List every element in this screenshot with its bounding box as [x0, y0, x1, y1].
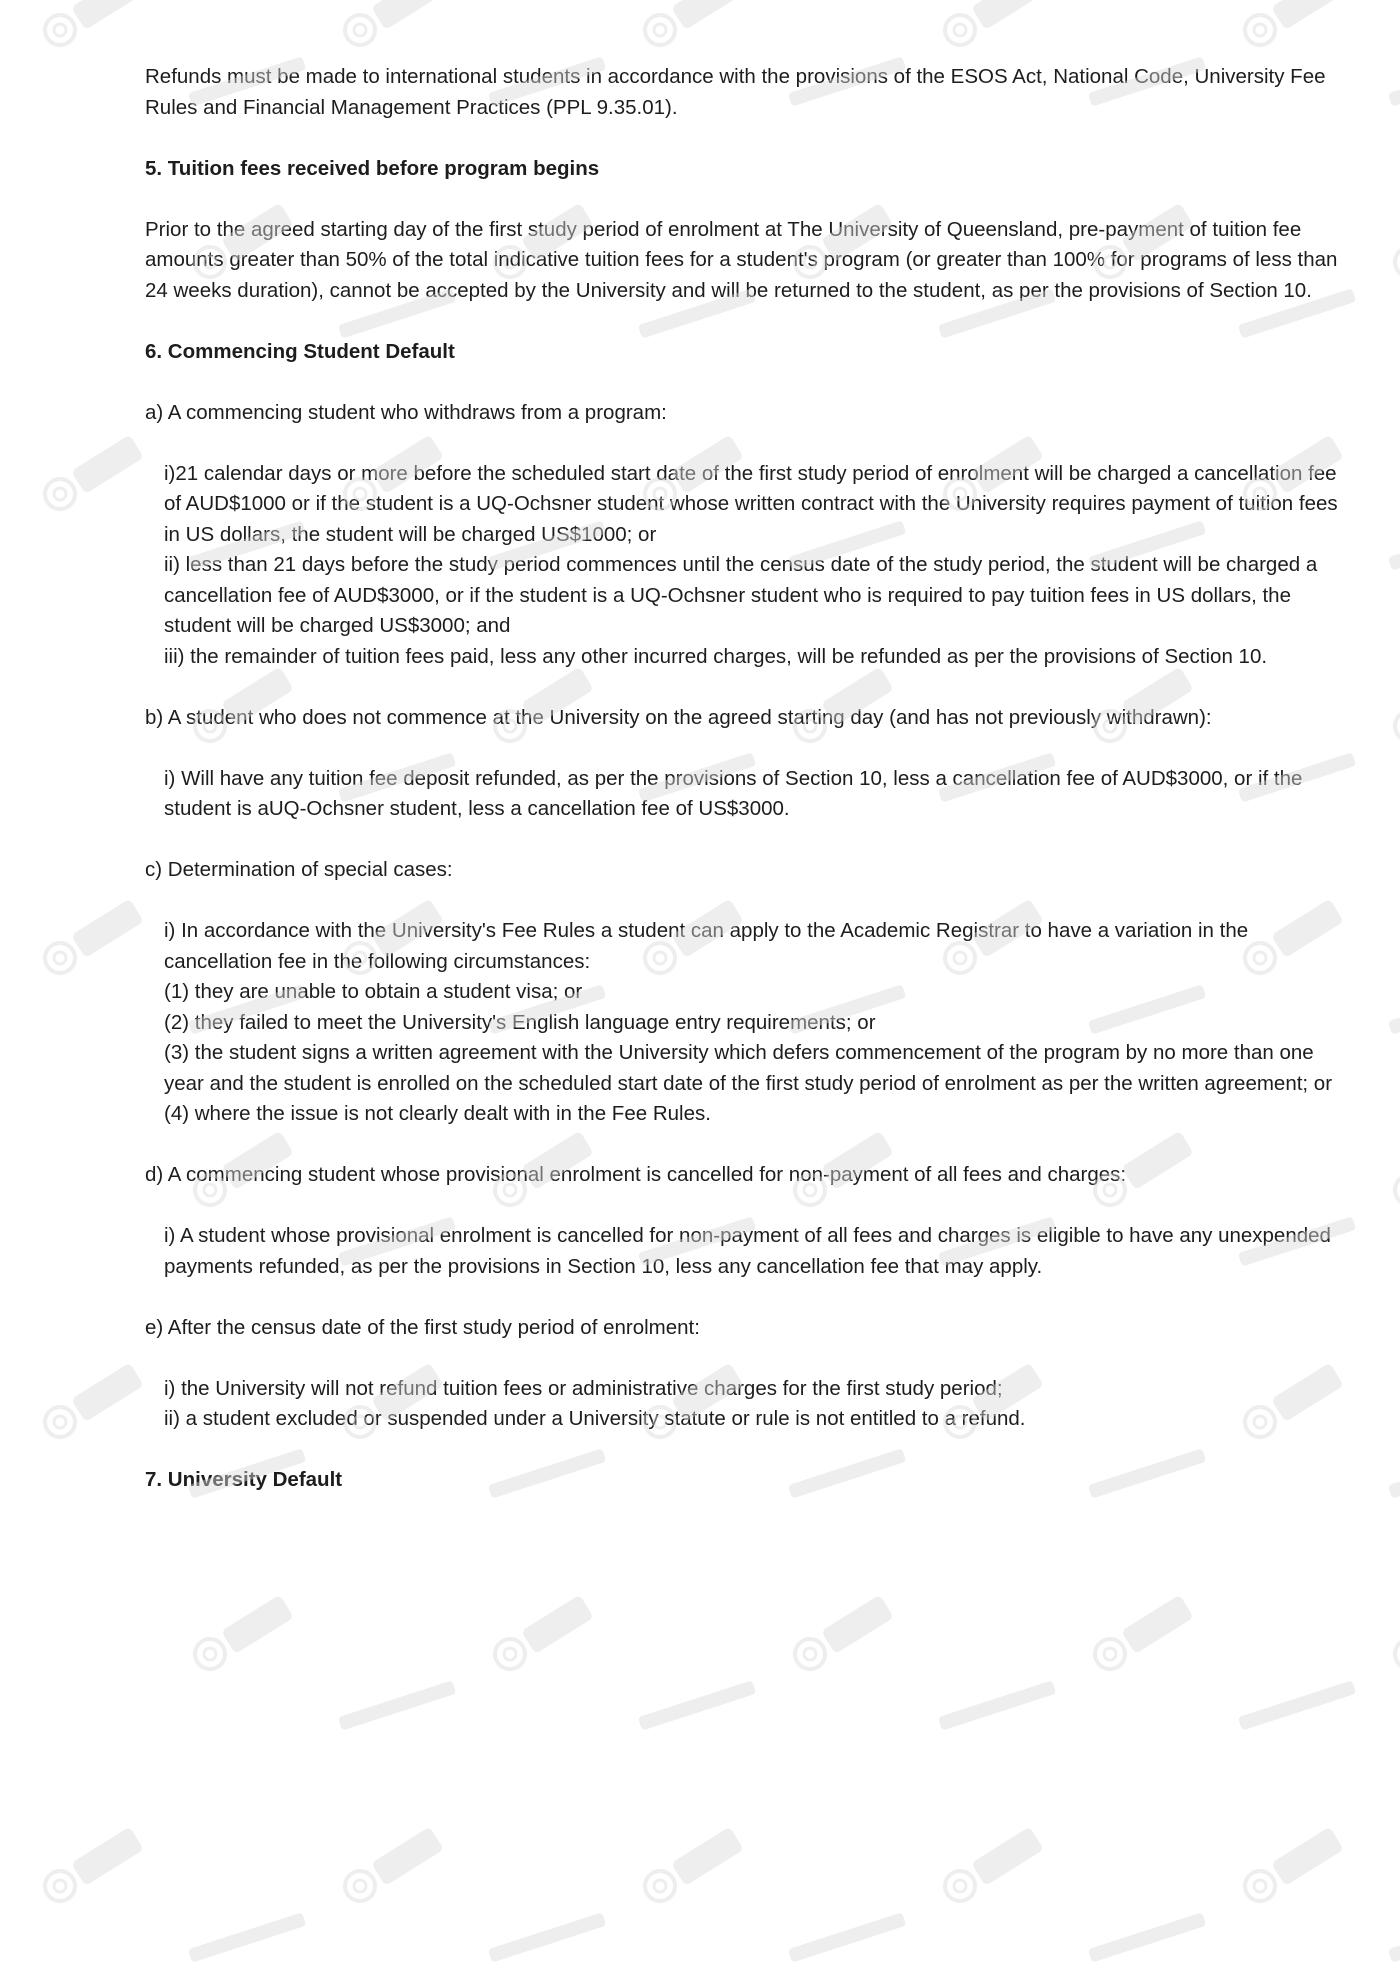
clause-d-i: i) A student whose provisional enrolment is cancelled for non-payment of all fees and charges is eligible to have any unexpended payments refunded, as per the provisions in Section 10, less any cancellation fee that may apply.	[164, 1224, 1331, 1278]
watermark-logo	[1389, 1130, 1400, 1211]
watermark-logo	[939, 0, 1044, 51]
section-6-heading: 6. Commencing Student Default	[145, 339, 455, 363]
section-5-body: Prior to the agreed starting day of the first study period of enrolment at The University of Queensland, pre-payment of tuition fee amounts greater than 50% of the total indicative tuition fees for a student's program (or greater than 100% for programs of less than 24 weeks duration), cannot be accepted by the University and will be returned to the student, as per the provisions of Section 10.	[145, 217, 1338, 302]
clause-c-item: (1) they are unable to obtain a student visa; or	[164, 980, 583, 1003]
watermark-stamp	[1388, 984, 1400, 1034]
document-page	[145, 62, 1345, 1496]
watermark-stamp	[938, 1680, 1056, 1730]
watermark-stamp	[1388, 56, 1400, 106]
clause-b-lead: b) A student who does not commence at the University on the agreed starting day (and has not previously withdrawn):	[145, 705, 1212, 729]
watermark-logo	[1239, 1826, 1344, 1907]
watermark-logo	[639, 0, 744, 51]
clause-a-ii: ii) less than 21 days before the study period commences until the census date of the study period, the student will be charged a cancellation fee of AUD$3000, or if the student is a UQ-Ochsner student who is required to pay tuition fees in US dollars, the student will be charged US$3000; and	[164, 553, 1318, 637]
clause-a-lead: a) A commencing student who withdraws from a program:	[145, 400, 667, 424]
clause-a-iii: iii) the remainder of tuition fees paid, less any other incurred charges, will be refunded as per the provisions of Section 10.	[164, 644, 1268, 668]
clause-c-item: (3) the student signs a written agreement with the University which defers commencement of the program by no more than one year and the student is enrolled on the scheduled start date of the first study period of enrolment as per the written agreement; or	[164, 1041, 1333, 1095]
watermark-stamp	[1088, 1912, 1206, 1962]
clause-c-i: i) In accordance with the University's Fee Rules a student can apply to the Academic Registrar to have a variation in the cancellation fee in the following circumstances:	[164, 919, 1249, 973]
watermark-stamp	[1388, 520, 1400, 570]
watermark-logo	[489, 1594, 594, 1675]
watermark-logo	[189, 1594, 294, 1675]
watermark-logo	[1089, 1594, 1194, 1675]
watermark-logo	[339, 1826, 444, 1907]
clause-a-i: i)21 calendar days or more before the scheduled start date of the first study period of enrolment will be charged a cancellation fee of AUD$1000 or if the student is a UQ-Ochsner student whose written contract with the University requires payment of tuition fees in US dollars, the student will be charged US$1000; or	[164, 461, 1338, 546]
section-7-heading: 7. University Default	[145, 1468, 343, 1491]
watermark-stamp	[1388, 1912, 1400, 1962]
watermark-stamp	[788, 1912, 906, 1962]
watermark-stamp	[488, 1912, 606, 1962]
watermark-logo	[1389, 202, 1400, 283]
clause-d-lead: d) A commencing student whose provisional enrolment is cancelled for non-payment of all fees and charges:	[145, 1163, 1127, 1186]
watermark-logo	[939, 1826, 1044, 1907]
watermark-logo	[1239, 0, 1344, 51]
clause-e-i: i) the University will not refund tuition fees or administrative charges for the first study period;	[164, 1376, 1003, 1400]
watermark-logo	[39, 0, 144, 51]
clause-e-ii: ii) a student excluded or suspended under a University statute or rule is not entitled to a refund.	[164, 1407, 1026, 1430]
watermark-logo	[39, 898, 144, 979]
intro-paragraph: Refunds must be made to international students in accordance with the provisions of the ESOS Act, National Code, University Fee Rules and Financial Management Practices (PPL 9.35.01).	[145, 65, 1326, 119]
watermark-logo	[39, 434, 144, 515]
clause-c-item: (2) they failed to meet the University's English language entry requirements; or	[164, 1010, 876, 1034]
watermark-logo	[339, 0, 444, 51]
watermark-logo	[1389, 666, 1400, 747]
watermark-logo	[1389, 1594, 1400, 1675]
watermark-stamp	[188, 1912, 306, 1962]
watermark-stamp	[638, 1680, 756, 1730]
watermark-stamp	[1388, 1448, 1400, 1498]
watermark-stamp	[1238, 1680, 1356, 1730]
watermark-stamp	[338, 1680, 456, 1730]
section-5-heading: 5. Tuition fees received before program begins	[145, 156, 600, 180]
watermark-logo	[39, 1362, 144, 1443]
clause-c-item: (4) where the issue is not clearly dealt with in the Fee Rules.	[164, 1102, 711, 1125]
clause-b-i: i) Will have any tuition fee deposit refunded, as per the provisions of Section 10, less a cancellation fee of AUD$3000, or if the student is aUQ-Ochsner student, less a cancellation fee of US$3000.	[164, 766, 1303, 820]
watermark-logo	[39, 1826, 144, 1907]
watermark-logo	[639, 1826, 744, 1907]
clause-c-lead: c) Determination of special cases:	[145, 858, 453, 881]
watermark-logo	[789, 1594, 894, 1675]
clause-e-lead: e) After the census date of the first study period of enrolment:	[145, 1315, 700, 1339]
